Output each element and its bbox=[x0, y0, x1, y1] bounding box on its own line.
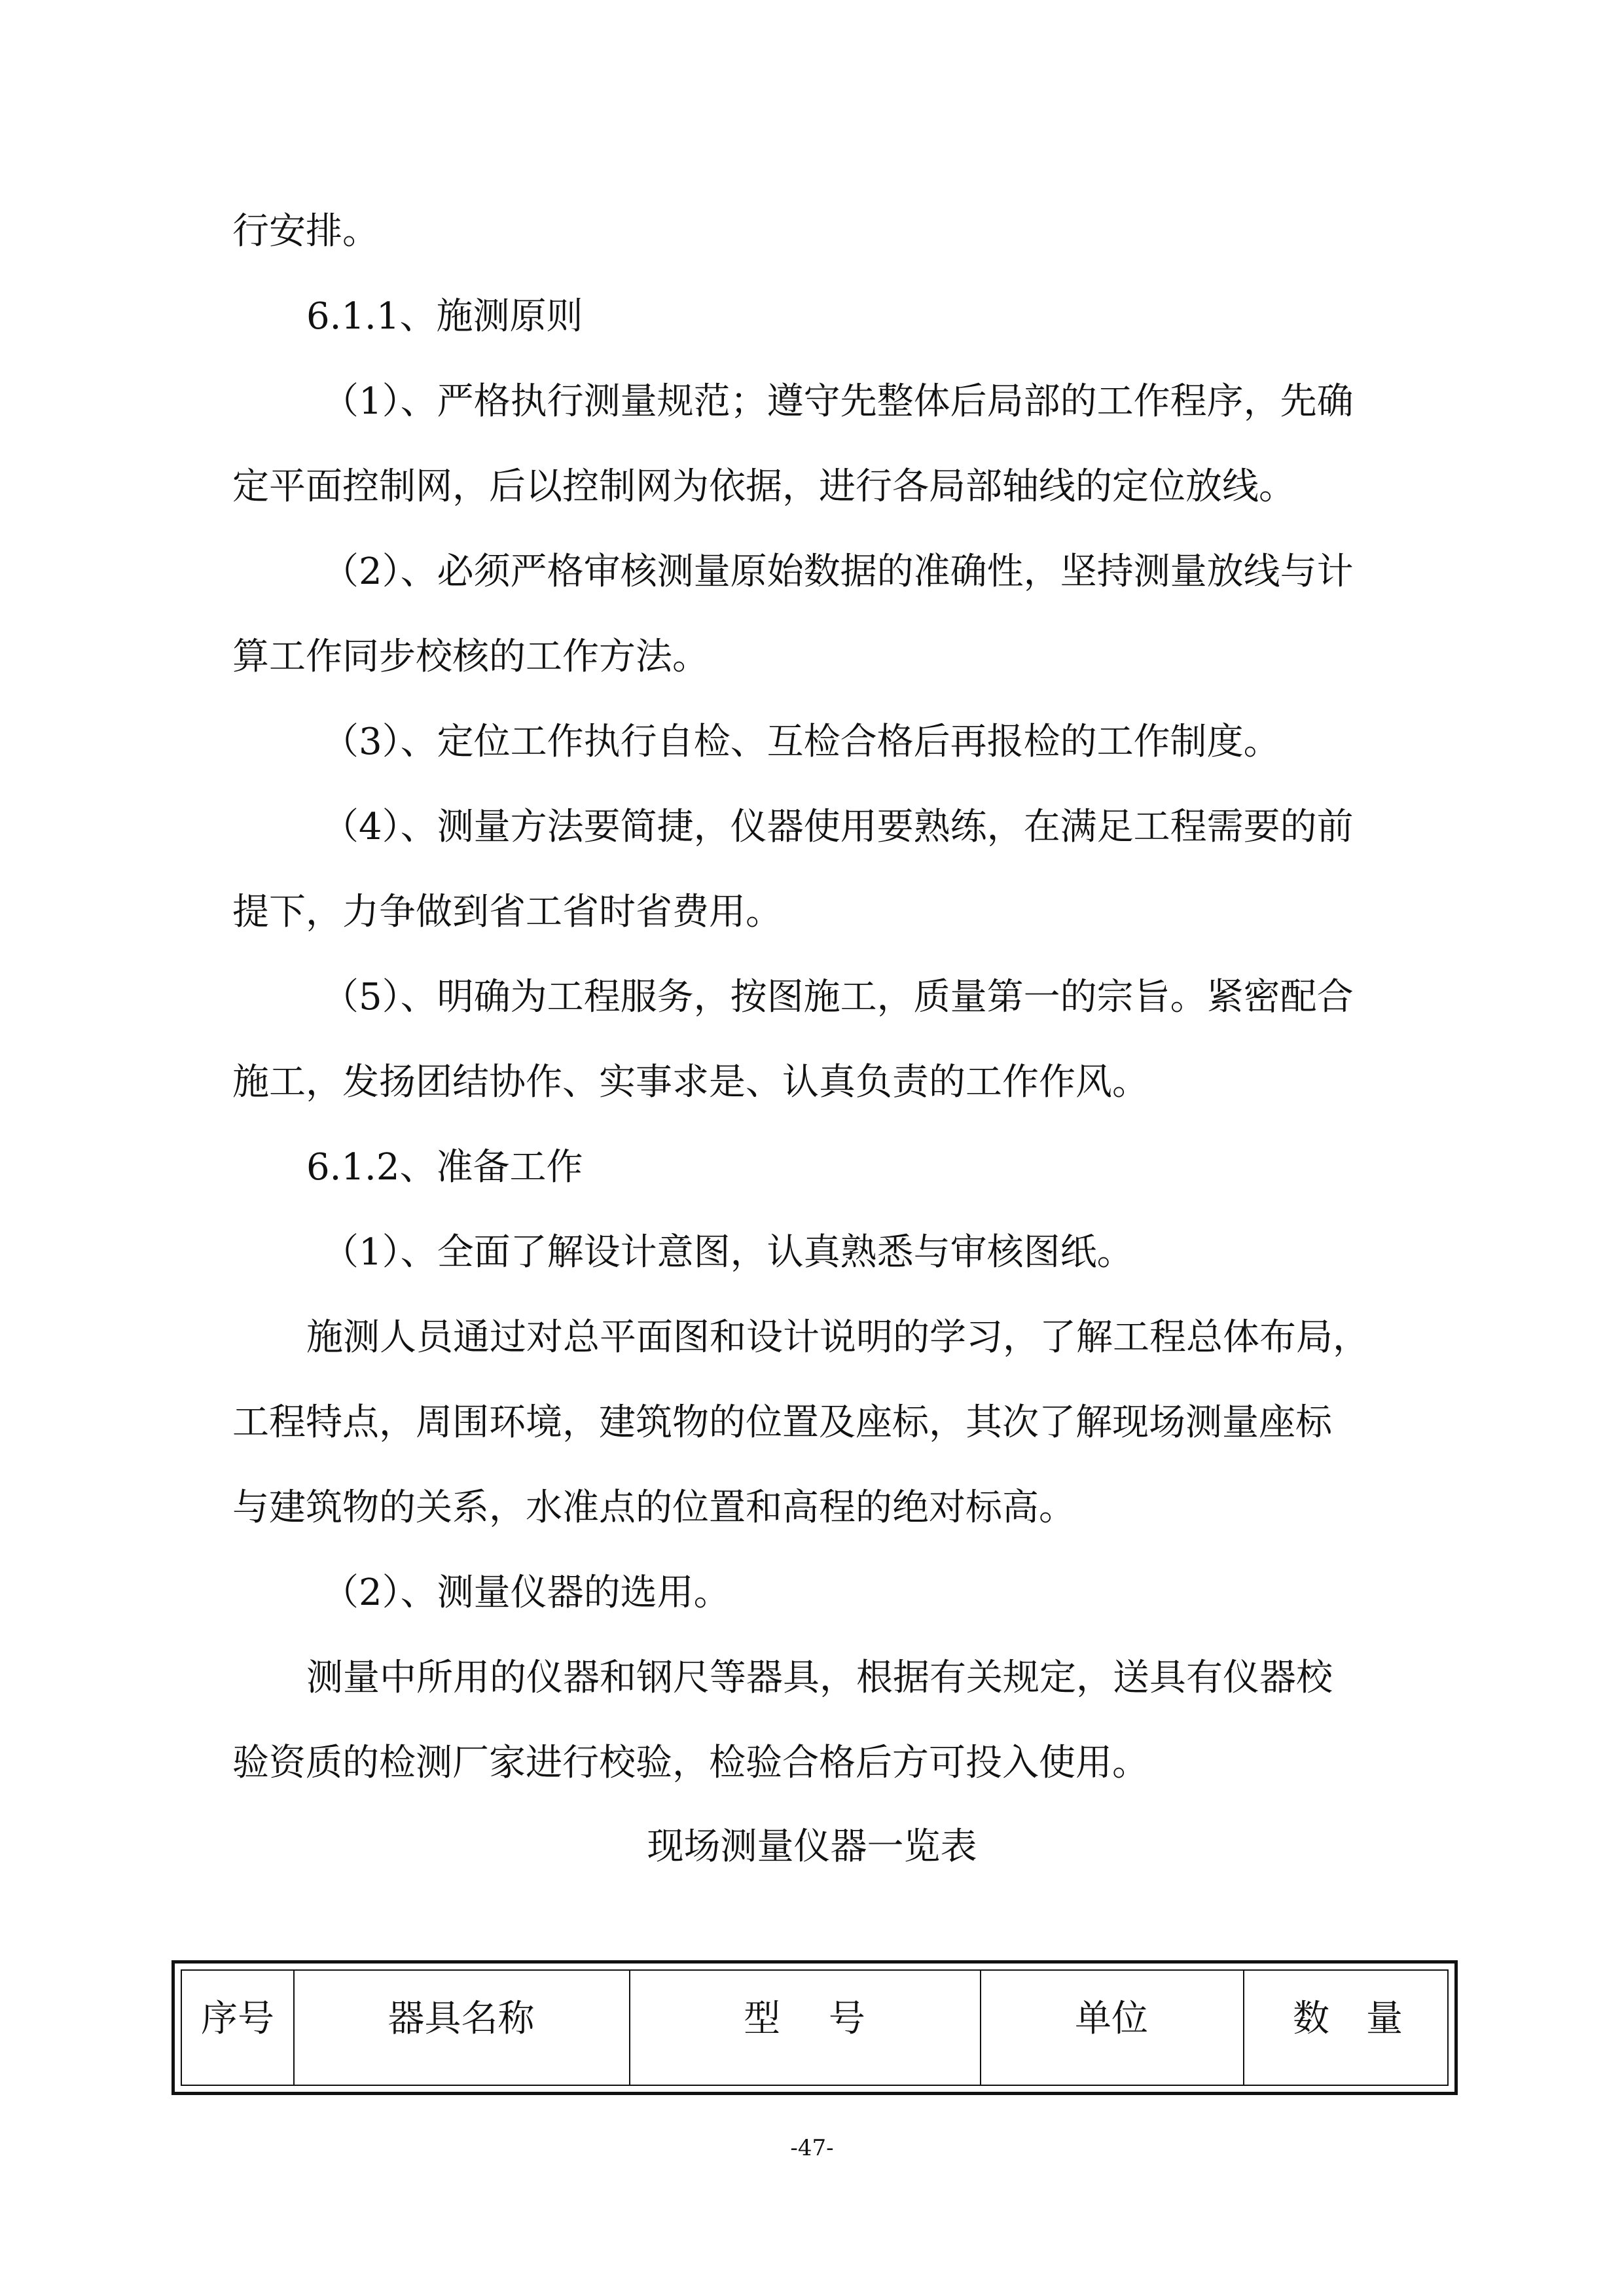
header-cell-name: 器具名称 bbox=[388, 1998, 535, 2040]
page-number: -47- bbox=[790, 2135, 834, 2161]
section-heading: 6.1.1、施测原则 bbox=[306, 295, 583, 338]
body-text-line: 提下，力争做到省工省时省费用。 bbox=[232, 891, 782, 933]
body-text-line: （3）、定位工作执行自检、互检合格后再报检的工作制度。 bbox=[322, 721, 1280, 763]
body-text-line: 工程特点，周围环境，建筑物的位置及座标，其次了解现场测量座标 bbox=[232, 1401, 1332, 1444]
body-text-line: （4）、测量方法要简捷，仪器使用要熟练，在满足工程需要的前 bbox=[322, 806, 1354, 848]
body-text-line: 算工作同步校核的工作方法。 bbox=[232, 636, 709, 678]
body-text-line: 与建筑物的关系，水准点的位置和高程的绝对标高。 bbox=[232, 1486, 1075, 1529]
body-text-line: 施工，发扬团结协作、实事求是、认真负责的工作作风。 bbox=[232, 1061, 1149, 1103]
body-text-line: （1）、全面了解设计意图，认真熟悉与审核图纸。 bbox=[322, 1231, 1134, 1274]
instrument-table bbox=[171, 1960, 1458, 2095]
header-cell-model: 型 号 bbox=[744, 1998, 865, 2040]
section-heading: 6.1.2、准备工作 bbox=[306, 1146, 583, 1189]
table-header-row bbox=[181, 1969, 1449, 2086]
body-text-line: （2）、测量仪器的选用。 bbox=[322, 1571, 731, 1614]
header-cell-index: 序号 bbox=[201, 1998, 274, 2040]
body-text-line: 施测人员通过对总平面图和设计说明的学习，了解工程总体布局， bbox=[306, 1316, 1369, 1359]
body-text-line: 验资质的检测厂家进行校验，检验合格后方可投入使用。 bbox=[232, 1742, 1149, 1784]
body-text-line: （5）、明确为工程服务，按图施工，质量第一的宗旨。紧密配合 bbox=[322, 976, 1354, 1018]
header-cell-unit: 单位 bbox=[1075, 1998, 1148, 2040]
table-title: 现场测量仪器一览表 bbox=[647, 1825, 977, 1868]
body-text-line: （1）、严格执行测量规范；遵守先整体后局部的工作程序，先确 bbox=[322, 380, 1354, 423]
body-text-line: 定平面控制网，后以控制网为依据，进行各局部轴线的定位放线。 bbox=[232, 465, 1295, 508]
body-text-line: （2）、必须严格审核测量原始数据的准确性，坚持测量放线与计 bbox=[322, 550, 1354, 593]
body-text-line: 行安排。 bbox=[232, 210, 379, 253]
header-cell-quantity: 数 量 bbox=[1293, 1998, 1403, 2040]
body-text-line: 测量中所用的仪器和钢尺等器具，根据有关规定，送具有仪器校 bbox=[306, 1657, 1333, 1699]
